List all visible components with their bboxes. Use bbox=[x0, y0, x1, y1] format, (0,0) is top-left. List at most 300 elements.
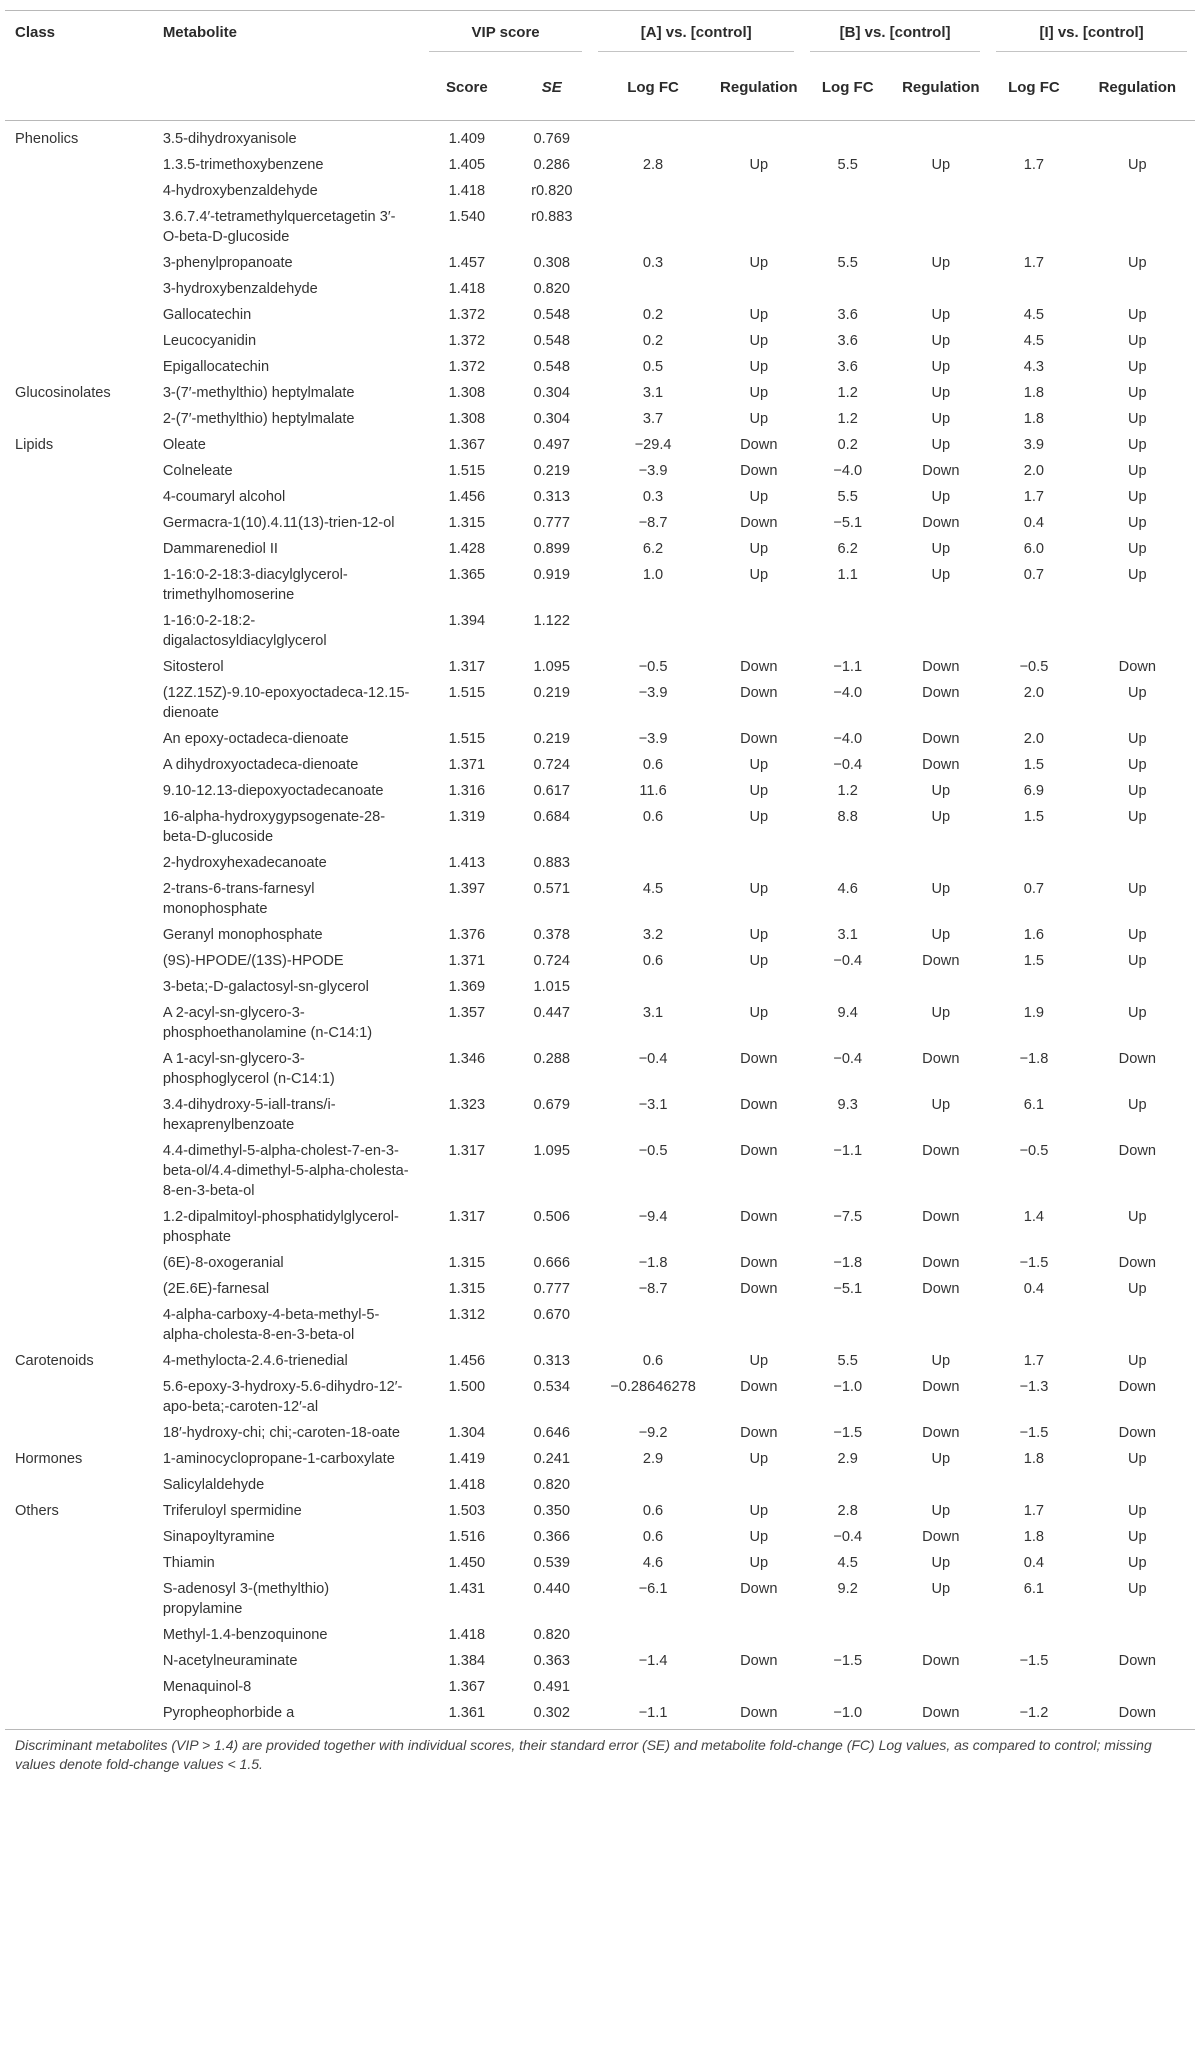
se-cell: 0.378 bbox=[533, 927, 571, 943]
header-a-label: [A] vs. [control] bbox=[598, 23, 794, 52]
header-metabolite: Metabolite bbox=[162, 24, 237, 41]
metabolite-cell: 4-methylocta-2.4.6-trienedial bbox=[162, 1353, 348, 1369]
a-regulation-cell bbox=[716, 1625, 802, 1651]
class-cell bbox=[5, 1095, 155, 1141]
table-row bbox=[5, 487, 1195, 513]
a-regulation-cell: Up bbox=[749, 489, 769, 505]
score-cell: 1.418 bbox=[448, 183, 486, 199]
score-cell: 1.317 bbox=[448, 659, 486, 675]
table-row bbox=[5, 729, 1195, 755]
i-regulation-cell: Up bbox=[1128, 1529, 1147, 1545]
metabolite-cell: 1-16:0-2-18:2-digalactosyldiacylglycerol bbox=[162, 613, 327, 649]
score-cell: 1.431 bbox=[448, 1581, 486, 1597]
se-cell: 0.286 bbox=[533, 157, 571, 173]
a-logfc-cell bbox=[590, 279, 715, 305]
score-cell: 1.317 bbox=[448, 1143, 486, 1159]
class-cell: Lipids bbox=[15, 437, 54, 453]
b-regulation-cell: Up bbox=[931, 567, 951, 583]
i-regulation-cell: Up bbox=[1128, 359, 1147, 375]
i-logfc-cell bbox=[988, 1305, 1079, 1351]
i-logfc-cell: 1.7 bbox=[1023, 255, 1045, 271]
score-cell: 1.419 bbox=[448, 1451, 486, 1467]
b-regulation-cell: Up bbox=[931, 359, 951, 375]
a-logfc-cell: 6.2 bbox=[642, 541, 664, 557]
i-logfc-cell: 4.5 bbox=[1023, 307, 1045, 323]
metabolite-cell: Sinapoyltyramine bbox=[162, 1529, 275, 1545]
header-a-regulation: Regulation bbox=[720, 79, 798, 96]
metabolite-cell: 3-beta;-D-galactosyl-sn-glycerol bbox=[162, 979, 369, 995]
class-cell bbox=[5, 1625, 155, 1651]
i-regulation-cell: Up bbox=[1128, 881, 1147, 897]
se-cell: 0.506 bbox=[533, 1209, 571, 1225]
a-regulation-cell: Up bbox=[749, 1503, 769, 1519]
i-logfc-cell bbox=[988, 1475, 1079, 1501]
b-logfc-cell: 3.6 bbox=[837, 333, 858, 349]
i-regulation-cell: Up bbox=[1128, 1581, 1147, 1597]
class-cell bbox=[5, 565, 155, 611]
b-logfc-cell: −1.1 bbox=[833, 659, 863, 675]
metabolite-cell: 9.10-12.13-diepoxyoctadecanoate bbox=[162, 783, 384, 799]
class-cell bbox=[5, 1423, 155, 1449]
b-regulation-cell: Down bbox=[922, 953, 960, 969]
metabolite-cell: 3.5-dihydroxyanisole bbox=[162, 131, 297, 147]
table-row bbox=[5, 155, 1195, 181]
table-row bbox=[5, 1305, 1195, 1351]
score-cell: 1.409 bbox=[448, 131, 486, 147]
a-logfc-cell: −0.28646278 bbox=[610, 1379, 696, 1395]
se-cell: 0.366 bbox=[533, 1529, 571, 1545]
se-cell: 1.095 bbox=[533, 1143, 571, 1159]
a-regulation-cell: Down bbox=[740, 1209, 778, 1225]
a-logfc-cell: 2.8 bbox=[642, 157, 664, 173]
b-logfc-cell: −0.4 bbox=[833, 1051, 863, 1067]
a-regulation-cell: Down bbox=[740, 463, 778, 479]
footnote-row bbox=[5, 1730, 1195, 1775]
header-i-regulation: Regulation bbox=[1098, 79, 1177, 96]
metabolite-cell: 18′-hydroxy-chi; chi;-caroten-18-oate bbox=[162, 1425, 400, 1441]
class-cell bbox=[5, 1651, 155, 1677]
se-cell: 0.440 bbox=[533, 1581, 571, 1597]
metabolite-cell: 3.4-dihydroxy-5-iall-trans/i-hexaprenylbenzoate bbox=[162, 1097, 336, 1133]
b-logfc-cell bbox=[802, 1305, 893, 1351]
score-cell: 1.346 bbox=[448, 1051, 486, 1067]
b-logfc-cell: −0.4 bbox=[833, 953, 863, 969]
header-b-label: [B] vs. [control] bbox=[810, 23, 980, 52]
a-logfc-cell: 0.6 bbox=[642, 809, 664, 825]
class-cell bbox=[5, 1377, 155, 1423]
a-logfc-cell: −6.1 bbox=[638, 1581, 668, 1597]
table-row bbox=[5, 657, 1195, 683]
table-row bbox=[5, 951, 1195, 977]
i-regulation-cell: Up bbox=[1128, 783, 1147, 799]
se-cell: 0.219 bbox=[533, 731, 571, 747]
score-cell: 1.372 bbox=[448, 333, 486, 349]
b-logfc-cell: 4.6 bbox=[837, 881, 858, 897]
b-regulation-cell: Up bbox=[931, 385, 951, 401]
class-cell bbox=[5, 1677, 155, 1703]
se-cell: 0.491 bbox=[533, 1679, 571, 1695]
b-regulation-cell: Down bbox=[922, 463, 960, 479]
class-cell bbox=[5, 331, 155, 357]
a-regulation-cell: Up bbox=[749, 1353, 769, 1369]
a-logfc-cell: 0.3 bbox=[642, 255, 664, 271]
a-regulation-cell: Down bbox=[740, 1705, 778, 1721]
b-logfc-cell: 1.1 bbox=[837, 567, 858, 583]
b-logfc-cell bbox=[802, 1677, 893, 1703]
b-regulation-cell: Up bbox=[931, 1353, 951, 1369]
se-cell: 0.313 bbox=[533, 489, 571, 505]
b-regulation-cell bbox=[893, 181, 988, 207]
i-logfc-cell: 6.1 bbox=[1023, 1097, 1045, 1113]
class-cell bbox=[5, 683, 155, 729]
se-cell: 0.363 bbox=[533, 1653, 571, 1669]
table-row bbox=[5, 383, 1195, 409]
score-cell: 1.515 bbox=[448, 731, 486, 747]
b-regulation-cell: Up bbox=[931, 541, 951, 557]
i-logfc-cell bbox=[988, 207, 1079, 253]
se-cell: 0.724 bbox=[533, 953, 571, 969]
a-regulation-cell: Up bbox=[749, 359, 769, 375]
a-logfc-cell: −1.1 bbox=[638, 1705, 668, 1721]
metabolite-cell: An epoxy-octadeca-dienoate bbox=[162, 731, 349, 747]
i-regulation-cell: Down bbox=[1118, 1705, 1156, 1721]
a-regulation-cell: Up bbox=[749, 541, 769, 557]
se-cell: 0.350 bbox=[533, 1503, 571, 1519]
header-a-logfc: Log FC bbox=[627, 79, 679, 96]
a-logfc-cell: 3.7 bbox=[642, 411, 664, 427]
a-regulation-cell: Up bbox=[749, 757, 769, 773]
i-regulation-cell: Up bbox=[1128, 333, 1147, 349]
se-cell: 0.666 bbox=[533, 1255, 571, 1271]
a-regulation-cell: Up bbox=[749, 255, 769, 271]
score-cell: 1.456 bbox=[448, 1353, 486, 1369]
i-logfc-cell: −0.5 bbox=[1019, 1143, 1049, 1159]
i-regulation-cell: Up bbox=[1128, 541, 1147, 557]
b-regulation-cell: Up bbox=[931, 1451, 951, 1467]
class-cell bbox=[5, 951, 155, 977]
i-logfc-cell: −1.5 bbox=[1019, 1425, 1049, 1441]
table-row bbox=[5, 1141, 1195, 1207]
i-logfc-cell bbox=[988, 1625, 1079, 1651]
se-cell: 0.883 bbox=[533, 855, 571, 871]
class-cell: Carotenoids bbox=[15, 1353, 94, 1369]
a-logfc-cell: 0.3 bbox=[642, 489, 664, 505]
score-cell: 1.418 bbox=[448, 1477, 486, 1493]
i-regulation-cell: Up bbox=[1128, 489, 1147, 505]
a-regulation-cell: Up bbox=[749, 927, 769, 943]
se-cell: r0.820 bbox=[531, 183, 573, 199]
i-logfc-cell: 6.1 bbox=[1023, 1581, 1045, 1597]
b-regulation-cell: Down bbox=[922, 1209, 960, 1225]
table-row bbox=[5, 853, 1195, 879]
a-logfc-cell: 0.2 bbox=[642, 307, 664, 323]
metabolite-cell: 5.6-epoxy-3-hydroxy-5.6-dihydro-12′-apo-beta;-caroten-12′-al bbox=[162, 1379, 403, 1415]
score-cell: 1.315 bbox=[448, 1255, 486, 1271]
b-regulation-cell: Down bbox=[922, 1529, 960, 1545]
score-cell: 1.371 bbox=[448, 953, 486, 969]
table-row bbox=[5, 279, 1195, 305]
score-cell: 1.503 bbox=[448, 1503, 486, 1519]
se-cell: 0.308 bbox=[533, 255, 571, 271]
b-logfc-cell: 0.2 bbox=[837, 437, 858, 453]
metabolite-cell: 3-phenylpropanoate bbox=[162, 255, 293, 271]
i-logfc-cell: −0.5 bbox=[1019, 659, 1049, 675]
table-row bbox=[5, 1449, 1195, 1475]
class-cell bbox=[5, 879, 155, 925]
b-regulation-cell: Up bbox=[931, 927, 951, 943]
a-regulation-cell: Up bbox=[749, 1529, 769, 1545]
i-regulation-cell: Up bbox=[1128, 385, 1147, 401]
i-logfc-cell: 0.4 bbox=[1023, 1555, 1045, 1571]
b-regulation-cell: Down bbox=[922, 1653, 960, 1669]
a-regulation-cell bbox=[716, 279, 802, 305]
class-cell bbox=[5, 1049, 155, 1095]
i-logfc-cell: 1.8 bbox=[1023, 1451, 1045, 1467]
a-logfc-cell: −9.4 bbox=[638, 1209, 668, 1225]
i-regulation-cell: Up bbox=[1128, 157, 1147, 173]
b-regulation-cell: Down bbox=[922, 1051, 960, 1067]
score-cell: 1.428 bbox=[448, 541, 486, 557]
se-cell: 0.497 bbox=[533, 437, 571, 453]
table-row bbox=[5, 807, 1195, 853]
table-row bbox=[5, 409, 1195, 435]
i-regulation-cell: Up bbox=[1128, 1005, 1147, 1021]
i-regulation-cell bbox=[1080, 121, 1195, 156]
a-logfc-cell: 2.9 bbox=[642, 1451, 664, 1467]
class-cell bbox=[5, 357, 155, 383]
a-regulation-cell: Up bbox=[749, 411, 769, 427]
table-row bbox=[5, 121, 1195, 156]
metabolite-cell: (12Z.15Z)-9.10-epoxyoctadeca-12.15-dienoate bbox=[162, 685, 410, 721]
metabolite-cell: 1-aminocyclopropane-1-carboxylate bbox=[162, 1451, 395, 1467]
table-row bbox=[5, 1207, 1195, 1253]
table-row bbox=[5, 781, 1195, 807]
table-row bbox=[5, 565, 1195, 611]
b-regulation-cell: Up bbox=[931, 411, 951, 427]
header-class: Class bbox=[15, 24, 56, 41]
table-row bbox=[5, 331, 1195, 357]
b-logfc-cell: 5.5 bbox=[837, 255, 858, 271]
b-logfc-cell bbox=[802, 853, 893, 879]
table-row bbox=[5, 357, 1195, 383]
i-logfc-cell: 1.8 bbox=[1023, 385, 1045, 401]
table-row bbox=[5, 1703, 1195, 1730]
a-regulation-cell bbox=[716, 977, 802, 1003]
table-row bbox=[5, 1423, 1195, 1449]
b-logfc-cell: −1.5 bbox=[833, 1425, 863, 1441]
i-logfc-cell: 1.5 bbox=[1023, 953, 1045, 969]
class-cell bbox=[5, 305, 155, 331]
metabolite-cell: S-adenosyl 3-(methylthio) propylamine bbox=[162, 1581, 330, 1617]
se-cell: 0.304 bbox=[533, 385, 571, 401]
header-i-logfc: Log FC bbox=[1008, 79, 1060, 96]
i-logfc-cell: 1.8 bbox=[1023, 411, 1045, 427]
b-logfc-cell: 6.2 bbox=[837, 541, 858, 557]
i-regulation-cell: Down bbox=[1118, 1255, 1156, 1271]
class-cell bbox=[5, 1527, 155, 1553]
class-cell bbox=[5, 611, 155, 657]
a-regulation-cell: Down bbox=[740, 1143, 778, 1159]
b-logfc-cell: 2.8 bbox=[837, 1503, 858, 1519]
table-row bbox=[5, 1501, 1195, 1527]
b-logfc-cell bbox=[802, 1625, 893, 1651]
score-cell: 1.397 bbox=[448, 881, 486, 897]
table-row bbox=[5, 181, 1195, 207]
b-regulation-cell: Down bbox=[922, 731, 960, 747]
b-logfc-cell: 1.2 bbox=[837, 411, 858, 427]
class-cell bbox=[5, 781, 155, 807]
metabolite-cell: Methyl-1.4-benzoquinone bbox=[162, 1627, 328, 1643]
a-logfc-cell: 3.2 bbox=[642, 927, 664, 943]
a-logfc-cell: 0.6 bbox=[642, 1529, 664, 1545]
i-logfc-cell: 0.7 bbox=[1023, 567, 1045, 583]
b-regulation-cell: Up bbox=[931, 307, 951, 323]
class-cell bbox=[5, 1703, 155, 1730]
b-regulation-cell bbox=[893, 977, 988, 1003]
se-cell: 0.302 bbox=[533, 1705, 571, 1721]
metabolite-cell: 4-hydroxybenzaldehyde bbox=[162, 183, 318, 199]
b-logfc-cell bbox=[802, 121, 893, 156]
metabolite-cell: Menaquinol-8 bbox=[162, 1679, 252, 1695]
a-logfc-cell bbox=[590, 611, 715, 657]
table-row bbox=[5, 1651, 1195, 1677]
i-regulation-cell: Up bbox=[1128, 437, 1147, 453]
metabolite-cell: Germacra-1(10).4.11(13)-trien-12-ol bbox=[162, 515, 395, 531]
i-logfc-cell: 1.5 bbox=[1023, 757, 1045, 773]
b-regulation-cell: Down bbox=[922, 1379, 960, 1395]
table-row bbox=[5, 253, 1195, 279]
b-logfc-cell: 1.2 bbox=[837, 385, 858, 401]
b-regulation-cell bbox=[893, 121, 988, 156]
a-logfc-cell bbox=[590, 1677, 715, 1703]
i-logfc-cell: −1.2 bbox=[1019, 1705, 1049, 1721]
a-logfc-cell: −3.9 bbox=[638, 685, 668, 701]
metabolite-cell: 3-hydroxybenzaldehyde bbox=[162, 281, 318, 297]
header-i-label: [I] vs. [control] bbox=[996, 23, 1187, 52]
se-cell: 0.548 bbox=[533, 359, 571, 375]
class-cell bbox=[5, 1003, 155, 1049]
metabolite-cell: 3.6.7.4′-tetramethylquercetagetin 3′-O-beta-D-glucoside bbox=[162, 209, 396, 245]
a-regulation-cell: Up bbox=[749, 1555, 769, 1571]
i-regulation-cell: Up bbox=[1128, 567, 1147, 583]
metabolite-cell: Geranyl monophosphate bbox=[162, 927, 323, 943]
score-cell: 1.384 bbox=[448, 1653, 486, 1669]
i-logfc-cell: 1.6 bbox=[1023, 927, 1045, 943]
table-row bbox=[5, 1579, 1195, 1625]
a-logfc-cell: −0.5 bbox=[638, 1143, 668, 1159]
i-logfc-cell: 1.7 bbox=[1023, 1353, 1045, 1369]
class-cell bbox=[5, 1475, 155, 1501]
b-regulation-cell bbox=[893, 1677, 988, 1703]
header-vip-label: VIP score bbox=[429, 23, 583, 52]
i-logfc-cell bbox=[988, 1677, 1079, 1703]
score-cell: 1.372 bbox=[448, 359, 486, 375]
se-cell: 0.241 bbox=[533, 1451, 571, 1467]
se-cell: 0.548 bbox=[533, 307, 571, 323]
a-logfc-cell bbox=[590, 1475, 715, 1501]
score-cell: 1.540 bbox=[448, 209, 486, 225]
score-cell: 1.405 bbox=[448, 157, 486, 173]
a-regulation-cell bbox=[716, 611, 802, 657]
a-logfc-cell: 11.6 bbox=[639, 783, 667, 799]
metabolite-cell: A 2-acyl-sn-glycero-3-phosphoethanolamine (n-C14:1) bbox=[162, 1005, 373, 1041]
class-cell bbox=[5, 1305, 155, 1351]
a-logfc-cell bbox=[590, 977, 715, 1003]
b-regulation-cell: Down bbox=[922, 1425, 960, 1441]
metabolite-cell: 3-(7′-methylthio) heptylmalate bbox=[162, 385, 355, 401]
score-cell: 1.367 bbox=[448, 1679, 486, 1695]
metabolite-cell: A 1-acyl-sn-glycero-3-phosphoglycerol (n-C14:1) bbox=[162, 1051, 335, 1087]
b-logfc-cell: 5.5 bbox=[837, 1353, 858, 1369]
b-regulation-cell bbox=[893, 1625, 988, 1651]
table-row bbox=[5, 925, 1195, 951]
b-logfc-cell: 9.2 bbox=[837, 1581, 858, 1597]
metabolite-cell: Dammarenediol II bbox=[162, 541, 278, 557]
se-cell: 0.820 bbox=[533, 281, 571, 297]
i-regulation-cell: Up bbox=[1128, 1353, 1147, 1369]
i-regulation-cell: Up bbox=[1128, 757, 1147, 773]
metabolite-cell: A dihydroxyoctadeca-dienoate bbox=[162, 757, 359, 773]
a-regulation-cell: Down bbox=[740, 1097, 778, 1113]
b-logfc-cell: 2.9 bbox=[837, 1451, 858, 1467]
b-regulation-cell: Down bbox=[922, 685, 960, 701]
score-cell: 1.315 bbox=[448, 1281, 486, 1297]
header-score: Score bbox=[446, 79, 488, 96]
a-logfc-cell: −1.4 bbox=[638, 1653, 668, 1669]
a-regulation-cell: Down bbox=[740, 1425, 778, 1441]
a-logfc-cell: 0.6 bbox=[642, 953, 664, 969]
se-cell: 0.820 bbox=[533, 1627, 571, 1643]
a-logfc-cell: −8.7 bbox=[638, 515, 668, 531]
i-regulation-cell: Up bbox=[1128, 927, 1147, 943]
i-logfc-cell: 1.9 bbox=[1023, 1005, 1045, 1021]
b-logfc-cell: −7.5 bbox=[833, 1209, 863, 1225]
metabolite-cell: Epigallocatechin bbox=[162, 359, 270, 375]
score-cell: 1.376 bbox=[448, 927, 486, 943]
a-regulation-cell: Down bbox=[740, 1255, 778, 1271]
metabolite-cell: Pyropheophorbide a bbox=[162, 1705, 295, 1721]
table-row bbox=[5, 977, 1195, 1003]
class-cell bbox=[5, 925, 155, 951]
b-logfc-cell: −1.0 bbox=[833, 1705, 863, 1721]
se-cell: 0.670 bbox=[533, 1307, 571, 1323]
metabolite-cell: 4.4-dimethyl-5-alpha-cholest-7-en-3-beta-ol/4.4-dimethyl-5-alpha-cholesta-8-en-3-beta-ol bbox=[162, 1143, 409, 1199]
table-row bbox=[5, 513, 1195, 539]
i-regulation-cell bbox=[1080, 853, 1195, 879]
table-row bbox=[5, 1677, 1195, 1703]
a-logfc-cell: −9.2 bbox=[638, 1425, 668, 1441]
metabolite-cell: Triferuloyl spermidine bbox=[162, 1503, 302, 1519]
se-cell: 0.646 bbox=[533, 1425, 571, 1441]
a-logfc-cell: −1.8 bbox=[638, 1255, 668, 1271]
se-cell: 0.679 bbox=[533, 1097, 571, 1113]
score-cell: 1.357 bbox=[448, 1005, 486, 1021]
class-cell: Glucosinolates bbox=[15, 385, 111, 401]
b-logfc-cell bbox=[802, 181, 893, 207]
class-cell: Phenolics bbox=[15, 131, 79, 147]
a-regulation-cell: Up bbox=[749, 567, 769, 583]
b-logfc-cell: 1.2 bbox=[837, 783, 858, 799]
class-cell bbox=[5, 155, 155, 181]
a-logfc-cell: 4.6 bbox=[642, 1555, 664, 1571]
se-cell: 0.919 bbox=[533, 567, 571, 583]
table-row bbox=[5, 1253, 1195, 1279]
score-cell: 1.457 bbox=[448, 255, 486, 271]
a-logfc-cell: 1.0 bbox=[642, 567, 664, 583]
i-logfc-cell: 2.0 bbox=[1023, 685, 1045, 701]
table-row bbox=[5, 683, 1195, 729]
a-logfc-cell: −0.4 bbox=[638, 1051, 668, 1067]
